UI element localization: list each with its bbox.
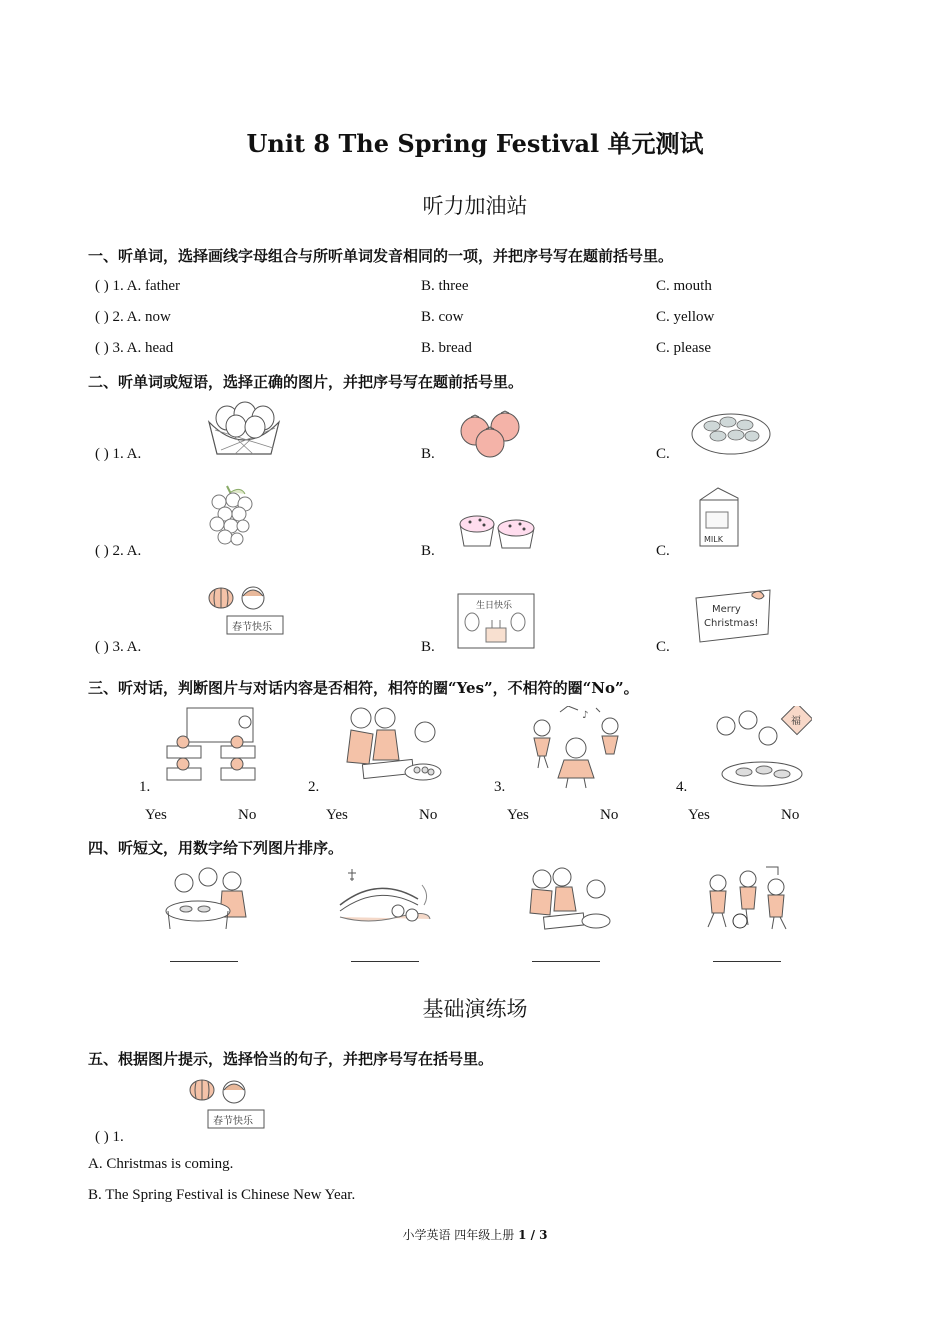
page-number: 1 / 3 <box>518 1228 548 1242</box>
page-footer <box>0 1226 950 1243</box>
answer-blank-4[interactable] <box>713 961 781 962</box>
cakes-picture <box>458 510 536 552</box>
q2-row-1-b: B. <box>421 446 435 462</box>
christmas-card-text-1: Merry <box>712 604 741 615</box>
milk-carton-picture <box>694 484 744 550</box>
spring-festival-banner-picture-q5 <box>186 1076 268 1138</box>
spring-festival-banner-picture <box>205 584 287 644</box>
question-3-instruction: 三、听对话，判断图片与对话内容是否相符，相符的圈“Yes”，不相符的圈“No”。 <box>88 679 639 697</box>
q3-item-2-yes[interactable]: Yes <box>326 807 348 823</box>
q1-row-3-c: C. please <box>656 340 711 356</box>
q3-item-4-no[interactable]: No <box>781 807 800 823</box>
tomatoes-picture <box>455 405 527 459</box>
family-dinner-picture <box>160 865 248 933</box>
dancing-children-picture <box>520 706 632 790</box>
q1-row-3-a: ( ) 3. A. head <box>95 340 174 356</box>
family-new-year-dinner-picture <box>712 706 812 790</box>
banner-text: 春节快乐 <box>232 622 272 633</box>
q2-row-3-c: C. <box>656 639 670 655</box>
birthday-card-picture <box>456 592 536 650</box>
q3-item-2-number: 2. <box>308 779 320 795</box>
q3-item-2-no[interactable]: No <box>419 807 438 823</box>
banner-text-q5: 春节快乐 <box>213 1116 253 1127</box>
q3-item-3-number: 3. <box>494 779 506 795</box>
section-title-basics: 基础演练场 <box>422 997 528 1021</box>
milk-label: MILK <box>704 535 723 544</box>
family-making-dumplings-picture <box>333 704 443 788</box>
q1-row-2-c: C. yellow <box>656 309 715 325</box>
making-dumplings-picture <box>520 865 612 933</box>
q3-item-3-yes[interactable]: Yes <box>507 807 529 823</box>
question-4-instruction: 四、听短文，用数字给下列图片排序。 <box>88 839 344 857</box>
q2-row-3-b: B. <box>421 639 435 655</box>
q3-item-1-no[interactable]: No <box>238 807 257 823</box>
q1-row-2-b: B. cow <box>421 309 464 325</box>
q5-option-a: A. Christmas is coming. <box>88 1156 234 1172</box>
q2-row-1-a: ( ) 1. A. <box>95 446 142 462</box>
birthday-card-text: 生日快乐 <box>476 601 513 611</box>
q1-row-2-a: ( ) 2. A. now <box>95 309 171 325</box>
q2-row-2-a: ( ) 2. A. <box>95 543 142 559</box>
q5-item-1-number: ( ) 1. <box>95 1129 124 1145</box>
dumplings-picture <box>690 404 772 456</box>
egg-basket-picture <box>205 400 283 458</box>
children-playing-football-picture <box>702 865 794 933</box>
q1-row-1-c: C. mouth <box>656 278 712 294</box>
q3-item-4-yes[interactable]: Yes <box>688 807 710 823</box>
grapes-picture <box>205 484 257 552</box>
answer-blank-1[interactable] <box>170 961 238 962</box>
answer-blank-3[interactable] <box>532 961 600 962</box>
christmas-card-text-2: Christmas! <box>704 618 759 629</box>
q3-item-1-number: 1. <box>139 779 151 795</box>
q2-row-3-a: ( ) 3. A. <box>95 639 142 655</box>
question-1-instruction: 一、听单词，选择画线字母组合与所听单词发音相同的一项，并把序号写在题前括号里。 <box>88 247 674 265</box>
q1-row-1-b: B. three <box>421 278 469 294</box>
q2-row-1-c: C. <box>656 446 670 462</box>
classroom-picture <box>165 706 257 788</box>
fu-character: 福 <box>791 716 801 727</box>
q5-option-b: B. The Spring Festival is Chinese New Year. <box>88 1187 356 1203</box>
q2-row-2-c: C. <box>656 543 670 559</box>
christmas-card-picture <box>690 586 774 648</box>
document-title: Unit 8 The Spring Festival 单元测试 <box>246 129 704 158</box>
q2-row-2-b: B. <box>421 543 435 559</box>
q3-item-1-yes[interactable]: Yes <box>145 807 167 823</box>
question-5-instruction: 五、根据图片提示，选择恰当的句子，并把序号写在括号里。 <box>88 1050 494 1068</box>
bridge-scenery-picture <box>338 865 432 933</box>
q3-item-3-no[interactable]: No <box>600 807 619 823</box>
section-title-listening: 听力加油站 <box>422 194 528 218</box>
svg-text:♪: ♪ <box>582 710 589 721</box>
footer-text: 小学英语 四年级上册 <box>402 1228 519 1242</box>
question-2-instruction: 二、听单词或短语，选择正确的图片，并把序号写在题前括号里。 <box>88 373 524 391</box>
answer-blank-2[interactable] <box>351 961 419 962</box>
q3-item-4-number: 4. <box>676 779 688 795</box>
q1-row-1-a: ( ) 1. A. father <box>95 278 180 294</box>
q1-row-3-b: B. bread <box>421 340 472 356</box>
